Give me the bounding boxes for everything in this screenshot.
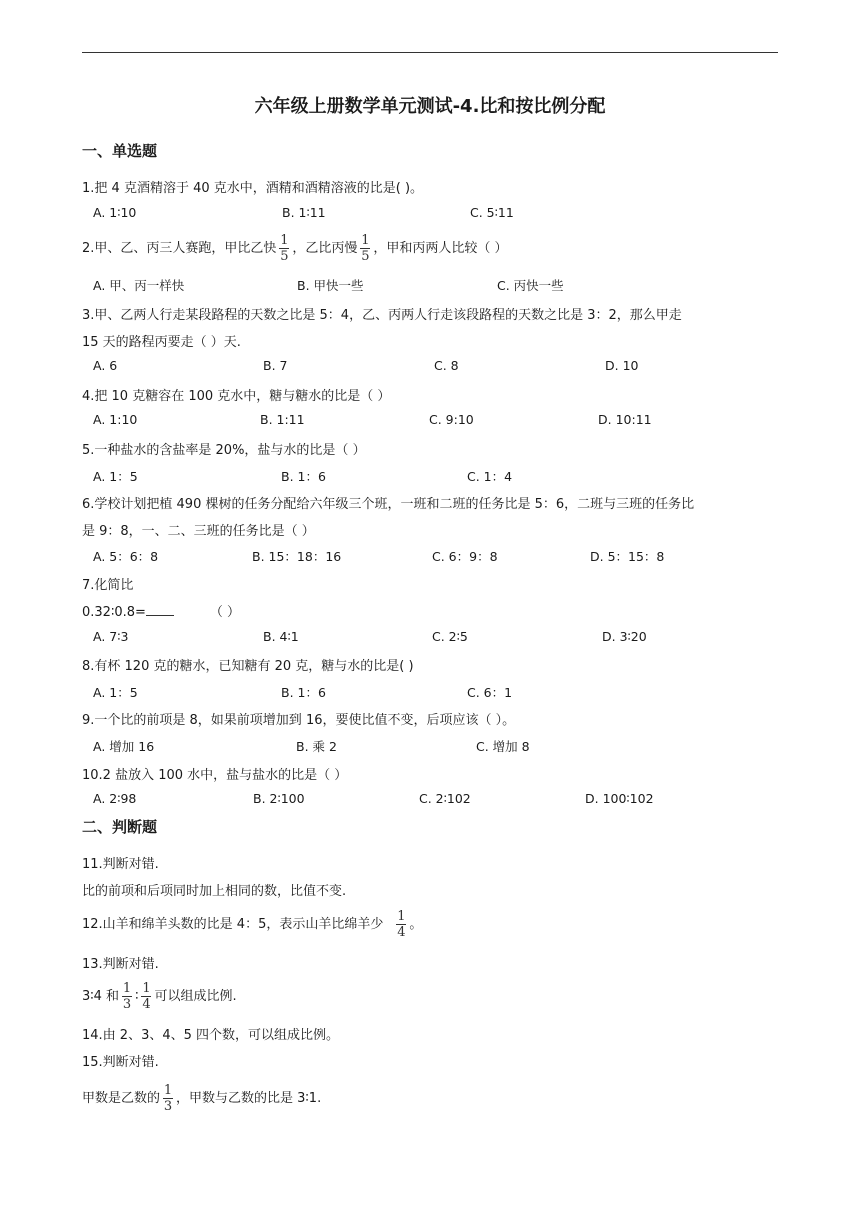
question-15-line-2: [82, 1084, 321, 1113]
question-10: 10.2 盐放入 100 水中，盐与盐水的比是（ ）: [82, 768, 348, 783]
q3-option-b[interactable]: B. 7: [263, 358, 288, 373]
q9-option-c[interactable]: C. 增加 8: [476, 739, 530, 754]
q13-ratio-colon: ∶: [135, 989, 139, 1004]
fraction-one-third: [163, 1084, 173, 1113]
q3-option-c[interactable]: C. 8: [434, 358, 459, 373]
q8-option-b[interactable]: B. 1：6: [281, 685, 326, 700]
question-5: 5.一种盐水的含盐率是 20%，盐与水的比是（ ）: [82, 443, 366, 458]
q7-option-c[interactable]: C. 2∶5: [432, 629, 468, 644]
numerator: 1: [142, 981, 151, 996]
question-3-line-1: 3.甲、乙两人行走某段路程的天数之比是 5：4，乙、丙两人行走该段路程的天数之比是 3：2，那么甲走: [82, 308, 682, 323]
q4-option-b[interactable]: B. 1:11: [260, 412, 305, 427]
q3-option-d[interactable]: D. 10: [605, 358, 639, 373]
q13-text-part3: 可以组成比例.: [154, 989, 237, 1004]
q8-option-c[interactable]: C. 6：1: [467, 685, 513, 700]
q1-option-c[interactable]: C. 5∶11: [470, 205, 514, 220]
q7-expression: 0.32∶0.8=: [82, 605, 146, 620]
q7-option-b[interactable]: B. 4∶1: [263, 629, 299, 644]
denominator: 3: [122, 997, 132, 1012]
q10-option-d[interactable]: D. 100∶102: [585, 791, 654, 806]
numerator: 1: [280, 233, 289, 248]
q1-option-b[interactable]: B. 1∶11: [282, 205, 326, 220]
question-7-line-1: 7.化简比: [82, 578, 134, 593]
page-title: 六年级上册数学单元测试-4.比和按比例分配: [254, 96, 606, 117]
q2-option-a[interactable]: A. 甲、丙一样快: [93, 278, 185, 293]
question-12: [82, 910, 422, 939]
numerator: 1: [361, 233, 370, 248]
q15-text-part2: ，甲数与乙数的比是 3∶1.: [176, 1091, 322, 1106]
question-6-line-2: 是 9：8，一、二、三班的任务比是（ ）: [82, 524, 315, 539]
q2-text-part3: ，甲和丙两人比较（ ）: [373, 241, 508, 256]
q6-option-b[interactable]: B. 15：18：16: [252, 549, 342, 564]
denominator: 5: [280, 249, 289, 264]
question-13-line-2: [82, 982, 237, 1011]
q8-option-a[interactable]: A. 1：5: [93, 685, 138, 700]
q3-option-a[interactable]: A. 6: [93, 358, 118, 373]
denominator: 3: [163, 1099, 173, 1114]
question-3-line-2: 15 天的路程丙要走（ ）天.: [82, 335, 241, 350]
question-8: 8.有杯 120 克的糖水，已知糖有 20 克，糖与水的比是( ): [82, 659, 414, 674]
q2-text-part2: ，乙比丙慢: [292, 241, 358, 256]
section-heading-true-false: 二、判断题: [82, 818, 158, 836]
q10-option-b[interactable]: B. 2∶100: [253, 791, 305, 806]
q15-text-part1: 甲数是乙数的: [82, 1091, 161, 1106]
question-7-line-2: [82, 601, 240, 620]
question-14: 14.由 2、3、4、5 四个数，可以组成比例。: [82, 1028, 340, 1043]
q12-text-part1: 12.山羊和绵羊头数的比是 4：5，表示山羊比绵羊少: [82, 917, 384, 932]
q6-option-d[interactable]: D. 5：15：8: [590, 549, 665, 564]
q10-option-a[interactable]: A. 2∶98: [93, 791, 137, 806]
q9-option-a[interactable]: A. 增加 16: [93, 739, 155, 754]
question-4: 4.把 10 克糖容在 100 克水中，糖与糖水的比是（ ）: [82, 389, 391, 404]
q1-option-a[interactable]: A. 1∶10: [93, 205, 137, 220]
q2-option-b[interactable]: B. 甲快一些: [297, 278, 364, 293]
question-9: 9.一个比的前项是 8，如果前项增加到 16，要使比值不变，后项应该（ ）。: [82, 713, 516, 728]
q7-option-a[interactable]: A. 7∶3: [93, 629, 129, 644]
q12-text-part2: 。: [409, 917, 423, 932]
denominator: 4: [142, 997, 151, 1012]
q9-option-b[interactable]: B. 乘 2: [296, 739, 337, 754]
question-15-line-1: 15.判断对错.: [82, 1055, 159, 1070]
section-heading-single-choice: 一、单选题: [82, 142, 158, 160]
q2-text-part1: 2.甲、乙、丙三人赛跑，甲比乙快: [82, 241, 277, 256]
question-1: 1.把 4 克酒精溶于 40 克水中，酒精和酒精溶液的比是( )。: [82, 181, 424, 196]
q13-text-part1: 3∶4 和: [82, 989, 120, 1004]
denominator: 5: [361, 249, 370, 264]
q6-option-a[interactable]: A. 5：6：8: [93, 549, 159, 564]
question-11-line-2: 比的前项和后项同时加上相同的数，比值不变.: [82, 884, 347, 899]
q4-option-a[interactable]: A. 1:10: [93, 412, 138, 427]
q5-option-a[interactable]: A. 1：5: [93, 469, 138, 484]
fraction-one-quarter: [141, 982, 151, 1011]
q7-option-d[interactable]: D. 3∶20: [602, 629, 647, 644]
question-13-line-1: 13.判断对错.: [82, 957, 159, 972]
q10-option-c[interactable]: C. 2∶102: [419, 791, 471, 806]
fraction-one-quarter: [396, 910, 406, 939]
header-rule: [82, 52, 778, 53]
fraction-one-third: [122, 982, 132, 1011]
numerator: 1: [122, 981, 132, 996]
fraction-one-fifth: [279, 234, 289, 263]
question-11-line-1: 11.判断对错.: [82, 857, 159, 872]
answer-blank[interactable]: [146, 603, 174, 616]
q4-option-c[interactable]: C. 9:10: [429, 412, 474, 427]
denominator: 4: [397, 925, 406, 940]
q2-option-c[interactable]: C. 丙快一些: [497, 278, 564, 293]
q5-option-c[interactable]: C. 1：4: [467, 469, 513, 484]
fraction-one-fifth: [360, 234, 370, 263]
numerator: 1: [397, 909, 406, 924]
question-2: [82, 234, 508, 263]
q6-option-c[interactable]: C. 6：9：8: [432, 549, 498, 564]
q7-answer-paren: （ ）: [209, 605, 241, 620]
question-6-line-1: 6.学校计划把植 490 棵树的任务分配给六年级三个班，一班和二班的任务比是 5：6，二班与三班的任务比: [82, 497, 695, 512]
numerator: 1: [163, 1083, 173, 1098]
q4-option-d[interactable]: D. 10:11: [598, 412, 652, 427]
q5-option-b[interactable]: B. 1：6: [281, 469, 326, 484]
